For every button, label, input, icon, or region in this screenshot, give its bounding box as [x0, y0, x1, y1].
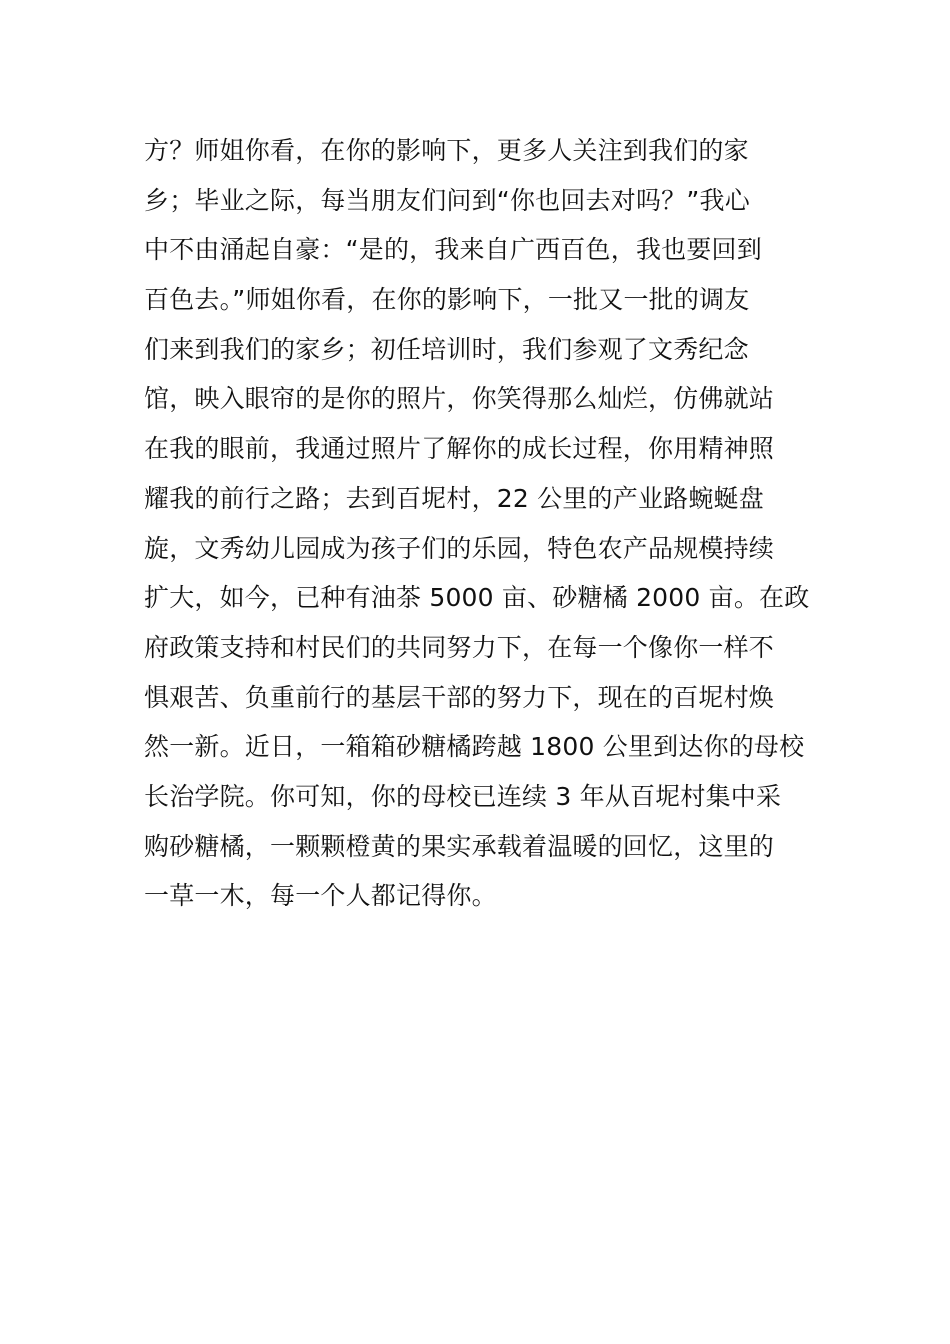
text-line: 在我的眼前，我通过照片了解你的成长过程，你用精神照: [144, 434, 775, 464]
text-line: 百色去。”师姐你看，在你的影响下，一批又一批的调友: [144, 285, 750, 315]
text-line: 然一新。近日，一箱箱砂糖橘跨越 1800 公里到达你的母校: [144, 732, 805, 762]
text-line: 扩大，如今，已种有油茶 5000 亩、砂糖橘 2000 亩。在政: [144, 583, 810, 613]
text-line: 府政策支持和村民们的共同努力下，在每一个像你一样不: [144, 632, 775, 662]
text-line: 乡；毕业之际，每当朋友们问到“你也回去对吗？”我心: [144, 185, 750, 215]
text-line: 长治学院。你可知，你的母校已连续 3 年从百坭村集中采: [144, 781, 782, 811]
text-line: 馆，映入眼帘的是你的照片，你笑得那么灿烂，仿佛就站: [144, 384, 775, 414]
text-line: 们来到我们的家乡；初任培训时，我们参观了文秀纪念: [144, 334, 749, 364]
text-line: 一草一木，每一个人都记得你。: [144, 881, 497, 911]
text-line: 惧艰苦、负重前行的基层干部的努力下，现在的百坭村焕: [144, 682, 775, 712]
text-line: 购砂糖橘，一颗颗橙黄的果实承载着温暖的回忆，这里的: [144, 831, 775, 861]
text-line: 中不由涌起自豪：“是的，我来自广西百色，我也要回到: [144, 235, 762, 265]
text-line: 旋，文秀幼儿园成为孩子们的乐园，特色农产品规模持续: [144, 533, 775, 563]
body-paragraph: [144, 126, 814, 921]
text-line: 耀我的前行之路；去到百坭村，22 公里的产业路蜿蜒盘: [144, 483, 764, 513]
text-line: 方？师姐你看，在你的影响下，更多人关注到我们的家: [144, 136, 749, 165]
